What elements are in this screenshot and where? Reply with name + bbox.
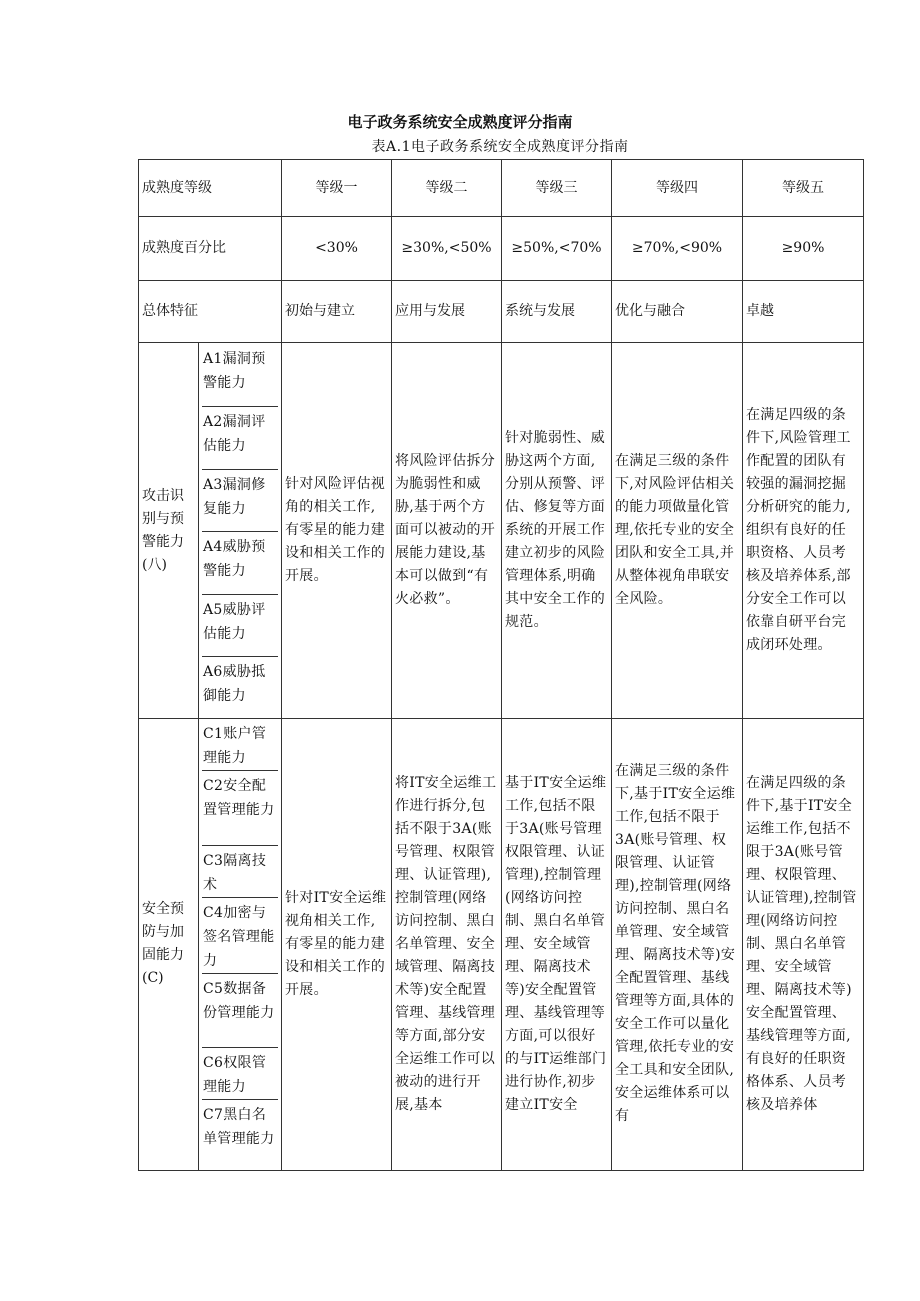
feature-row-label: 总体特征 — [139, 281, 282, 343]
feature-3: 系统与发展 — [502, 281, 612, 343]
group-a-level-4: 在满足三级的条件下,对风险评估相关的能力项做量化管理,依托专业的安全团队和安全工具,并从整体视角串联安全风险。 — [612, 343, 743, 719]
item-c4: C4加密与签名管理能力 — [202, 898, 278, 974]
level-1: 等级一 — [282, 160, 392, 217]
table-caption: 表A.1电子政务系统安全成熟度评分指南 — [371, 139, 629, 155]
percent-row — [139, 217, 864, 281]
group-c-row — [139, 719, 864, 1171]
percent-2: ≥30%,<50% — [392, 217, 502, 281]
level-3: 等级三 — [502, 160, 612, 217]
percent-1: <30% — [282, 217, 392, 281]
group-a-items — [199, 343, 282, 719]
level-5: 等级五 — [743, 160, 864, 217]
feature-5: 卓越 — [743, 281, 864, 343]
group-a-level-1: 针对风险评估视角的相关工作,有零星的能力建设和相关工作的开展。 — [282, 343, 392, 719]
item-a4: A4威胁预警能力 — [202, 532, 278, 595]
item-c3: C3隔离技术 — [202, 846, 278, 898]
item-a2: A2漏洞评估能力 — [202, 407, 278, 470]
document-title: 电子政务系统安全成熟度评分指南 — [347, 113, 573, 131]
level-row — [139, 160, 864, 217]
percent-row-label: 成熟度百分比 — [139, 217, 282, 281]
percent-4: ≥70%,<90% — [612, 217, 743, 281]
maturity-table — [138, 159, 864, 1171]
group-c-items — [199, 719, 282, 1171]
level-4: 等级四 — [612, 160, 743, 217]
group-c-level-1: 针对IT安全运维视角相关工作,有零星的能力建设和相关工作的开展。 — [282, 719, 392, 1171]
feature-row — [139, 281, 864, 343]
item-c1: C1账户管理能力 — [202, 719, 278, 771]
item-a1: A1漏洞预警能力 — [202, 344, 278, 407]
percent-3: ≥50%,<70% — [502, 217, 612, 281]
item-a6: A6威胁抵御能力 — [203, 664, 266, 704]
feature-1: 初始与建立 — [282, 281, 392, 343]
item-c6: C6权限管理能力 — [202, 1048, 278, 1100]
group-a-row — [139, 343, 864, 719]
feature-2: 应用与发展 — [392, 281, 502, 343]
item-c5: C5数据备份管理能力 — [202, 974, 278, 1048]
item-c7: C7黑白名单管理能力 — [203, 1107, 275, 1147]
item-a3: A3漏洞修复能力 — [202, 470, 278, 532]
group-c-category: 安全预防与加固能力(C) — [139, 719, 199, 1171]
feature-4: 优化与融合 — [612, 281, 743, 343]
group-c-level-4: 在满足三级的条件下,基于IT安全运维工作,包括不限于3A(账号管理、权限管理、认证管理),控制管理(网络访问控制、黑白名单管理、安全域管理、隔离技术等)安全配置管理、基线管理等方面,具体的安全工作可以量化管理,依托专业的安全工具和安全团队,安全运维体系可以有 — [612, 719, 743, 1171]
group-c-level-3: 基于IT安全运维工作,包括不限于3A(账号管理权限管理、认证管理),控制管理(网络访问控制、黑白名单管理、安全域管理、隔离技术等)安全配置管理、基线管理等方面,可以很好的与IT运维部门进行协作,初步建立IT安全 — [502, 719, 612, 1171]
group-a-level-2: 将风险评估拆分为脆弱性和威胁,基于两个方面可以被动的开展能力建设,基本可以做到“有火必救”。 — [392, 343, 502, 719]
level-row-label: 成熟度等级 — [139, 160, 282, 217]
percent-5: ≥90% — [743, 217, 864, 281]
group-a-category: 攻击识别与预警能力(八) — [139, 343, 199, 719]
group-a-level-5: 在满足四级的条件下,风险管理工作配置的团队有较强的漏洞挖掘分析研究的能力,组织有良好的任职资格、人员考核及培养体系,部分安全工作可以依靠自研平台完成闭环处理。 — [743, 343, 864, 719]
item-a5: A5威胁评估能力 — [202, 595, 278, 657]
item-c2: C2安全配置管理能力 — [202, 771, 278, 846]
group-c-level-2: 将IT安全运维工作进行拆分,包括不限于3A(账号管理、权限管理、认证管理),控制管理(网络访问控制、黑白名单管理、安全域管理、隔离技术等)安全配置管理、基线管理等方面,部分安全运维工作可以被动的进行开展,基本 — [392, 719, 502, 1171]
group-c-level-5: 在满足四级的条件下,基于IT安全运维工作,包括不限于3A(账号管理、权限管理、认证管理),控制管理(网络访问控制、黑白名单管理、安全域管理、隔离技术等)安全配置管理、基线管理等方面,有良好的任职资格体系、人员考核及培养体 — [743, 719, 864, 1171]
level-2: 等级二 — [392, 160, 502, 217]
group-a-level-3: 针对脆弱性、威胁这两个方面,分别从预警、评估、修复等方面系统的开展工作建立初步的风险管理体系,明确其中安全工作的规范。 — [502, 343, 612, 719]
